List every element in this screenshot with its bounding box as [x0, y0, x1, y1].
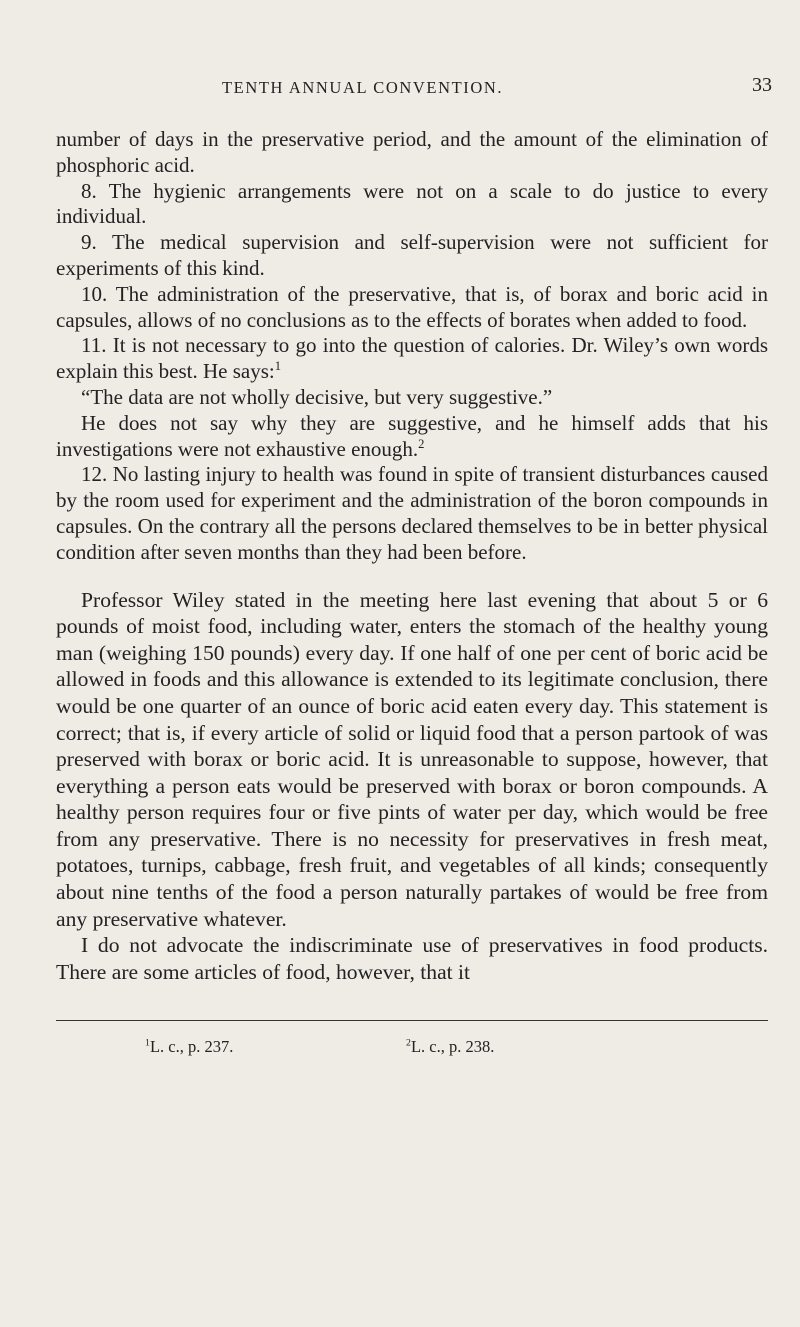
footnote-text: L. c., p. 238. — [410, 1037, 495, 1056]
paragraph: I do not advocate the indiscriminate use of preservatives in food products. There are some articles of food, however, that it — [56, 933, 768, 984]
numbered-findings — [56, 127, 768, 566]
footnote-divider — [56, 1020, 768, 1021]
footnote-mark: 1 — [145, 1037, 150, 1049]
footnote-2 — [406, 1037, 494, 1057]
statement-section — [56, 587, 768, 986]
paragraph: 12. No lasting injury to health was found in spite of transient disturbances caused by the room used for experiment and the administration of the boron compounds in capsules. On the contrary all the persons declared themselves to be in better physical condition after seven months than they had been before. — [56, 462, 768, 564]
paragraph: number of days in the preservative period, and the amount of the elimination of phosphoric acid. — [56, 127, 768, 177]
paragraph: 10. The administration of the preservative, that is, of borax and boric acid in capsules, allows of no conclusions as to the effects of borates when added to food. — [56, 281, 768, 332]
paragraph-text: 11. It is not necessary to go into the question of calories. Dr. Wiley’s own words explain this best. He says: — [56, 333, 768, 384]
footnotes — [0, 1037, 800, 1061]
paragraph — [56, 333, 768, 385]
footnote-1 — [145, 1037, 233, 1057]
running-title: TENTH ANNUAL CONVENTION. — [222, 78, 504, 97]
paragraph: Professor Wiley stated in the meeting here last evening that about 5 or 6 pounds of moist food, including water, enters the stomach of the healthy young man (weighing 150 pounds) every day. If one half of one per cent of boric acid be allowed in foods and this allowance is extended to its legitimate conclusion, there would be one quarter of an ounce of boric acid eaten every day. This statement is correct; that is, if every article of solid or liquid food that a person partook of was preserved with borax or boric acid. It is unreasonable to suppose, however, that everything a person eats would be preserved with borax or boron compounds. A healthy person requires four or five pints of water per day, which would be free from any preservative. There is no necessity for preservatives in fresh meat, potatoes, turnips, cabbage, fresh fruit, and vegetables of all kinds; consequently about nine tenths of the food a person naturally partakes of would be free from any preservative whatever. — [56, 587, 768, 931]
page-number: 33 — [752, 74, 772, 96]
footnote-mark: 2 — [406, 1037, 411, 1049]
paragraph — [56, 411, 768, 463]
paragraph: 8. The hygienic arrangements were not on a scale to do justice to every individual. — [56, 178, 768, 229]
paragraph-text: He does not say why they are suggestive, and he himself adds that his investigations were not exhaustive enough. — [56, 410, 768, 461]
quotation: “The data are not wholly decisive, but very suggestive.” — [81, 384, 553, 409]
body-text — [56, 127, 768, 985]
running-header — [0, 74, 800, 104]
footnote-ref: 2 — [418, 436, 425, 451]
footnote-text: L. c., p. 237. — [149, 1037, 234, 1056]
paragraph: 9. The medical supervision and self-supervision were not sufficient for experiments of this kind. — [56, 230, 768, 280]
footnote-ref: 1 — [274, 359, 282, 374]
